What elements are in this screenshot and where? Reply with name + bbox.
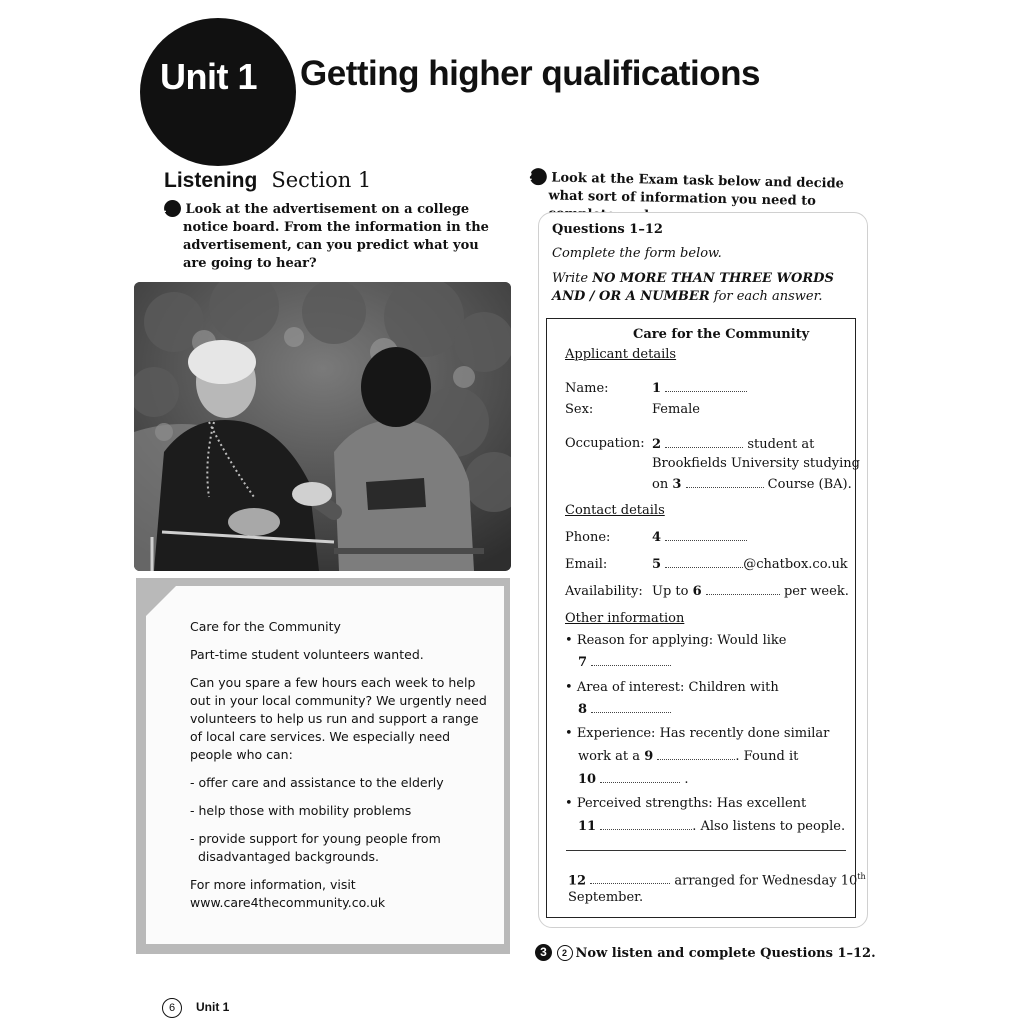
form-divider	[566, 850, 846, 851]
task-3-text: Now listen and complete Questions 1–12.	[575, 946, 876, 961]
task-1-text: Look at the advertisement on a college notice board. From the information in the advertisement, can you predict what you are going to hear?	[183, 202, 489, 271]
question-6-gap[interactable]: Up to 6 per week.	[652, 584, 849, 599]
question-8-gap[interactable]: 8	[578, 701, 671, 719]
sex-value: Female	[652, 402, 700, 417]
advert-body: Can you spare a few hours each week to help out in your local community? We urgently need volunteers to help us run and support a range of local care services. We especially need people who can:	[190, 675, 487, 762]
question-5-gap[interactable]: 5 @chatbox.co.uk	[652, 557, 848, 572]
photo-volunteer-with-elderly-woman	[134, 282, 511, 571]
advert-subtitle: Part-time student volunteers wanted.	[190, 647, 424, 662]
page-number: 6	[162, 998, 182, 1018]
task-1-number: 1	[164, 200, 181, 217]
question-11-gap[interactable]: 11 . Also listens to people.	[578, 819, 846, 834]
advert-fold-corner	[146, 586, 176, 616]
page-title: Getting higher qualifications	[300, 54, 760, 93]
question-9-gap[interactable]: work at a 9 . Found it	[578, 749, 799, 764]
advert-item-1: - offer care and assistance to the elderly	[190, 775, 444, 790]
section-label: Section 1	[271, 168, 372, 192]
occupation-label: Occupation:	[565, 436, 645, 451]
instruction-complete-form: Complete the form below.	[552, 246, 722, 261]
task-1-instruction	[159, 200, 494, 273]
section-contact-details: Contact details	[565, 503, 665, 518]
questions-heading: Questions 1–12	[552, 222, 663, 237]
question-10-gap[interactable]: 10 .	[578, 772, 689, 787]
bullet-experience: • Experience: Has recently done similar	[565, 726, 830, 741]
advertisement	[190, 618, 490, 912]
date-month: September.	[568, 890, 644, 905]
phone-label: Phone:	[565, 530, 611, 545]
unit-label: Unit 1	[160, 56, 258, 97]
section-other-information: Other information	[565, 611, 685, 626]
footer-unit-label: Unit 1	[196, 1000, 230, 1014]
task-3-number: 3	[535, 944, 552, 961]
bullet-reason: • Reason for applying: Would like	[565, 633, 787, 648]
task-2-text: Look at the Exam task below and decide what sort of information you need to	[548, 170, 845, 209]
task-3-instruction	[535, 944, 876, 961]
advert-item-2: - help those with mobility problems	[190, 803, 412, 818]
listening-heading	[164, 168, 371, 193]
bullet-area-of-interest: • Area of interest: Children with	[565, 680, 779, 695]
instruction-word-limit: Write NO MORE THAN THREE WORDS AND / OR A NUMBER for each answer.	[552, 271, 834, 304]
availability-label: Availability:	[565, 584, 643, 599]
advert-title: Care for the Community	[190, 619, 341, 634]
question-2-gap[interactable]: 2 student at	[652, 437, 815, 452]
bullet-perceived-strengths: • Perceived strengths: Has excellent	[565, 796, 807, 811]
form-title: Care for the Community	[633, 327, 810, 342]
advert-item-3: - provide support for young people from disadvantaged backgrounds.	[190, 831, 441, 864]
advert-more-info: For more information, visit	[190, 877, 356, 892]
advert-url: www.care4thecommunity.co.uk	[190, 895, 386, 910]
sex-label: Sex:	[565, 402, 594, 417]
email-label: Email:	[565, 557, 608, 572]
question-3-gap[interactable]: on 3 Course (BA).	[652, 477, 852, 492]
question-7-gap[interactable]: 7	[578, 654, 671, 672]
section-applicant-details: Applicant details	[565, 347, 677, 362]
task-2-number: 2	[530, 168, 547, 185]
listening-label: Listening	[164, 169, 258, 192]
headphones-icon: 2	[557, 945, 573, 961]
question-1-gap[interactable]: 1	[652, 380, 747, 398]
question-12-gap[interactable]: 12 arranged for Wednesday 10th	[568, 872, 866, 889]
question-4-gap[interactable]: 4	[652, 529, 747, 547]
occupation-line-2: Brookfields University studying	[652, 456, 860, 471]
name-label: Name:	[565, 381, 609, 396]
